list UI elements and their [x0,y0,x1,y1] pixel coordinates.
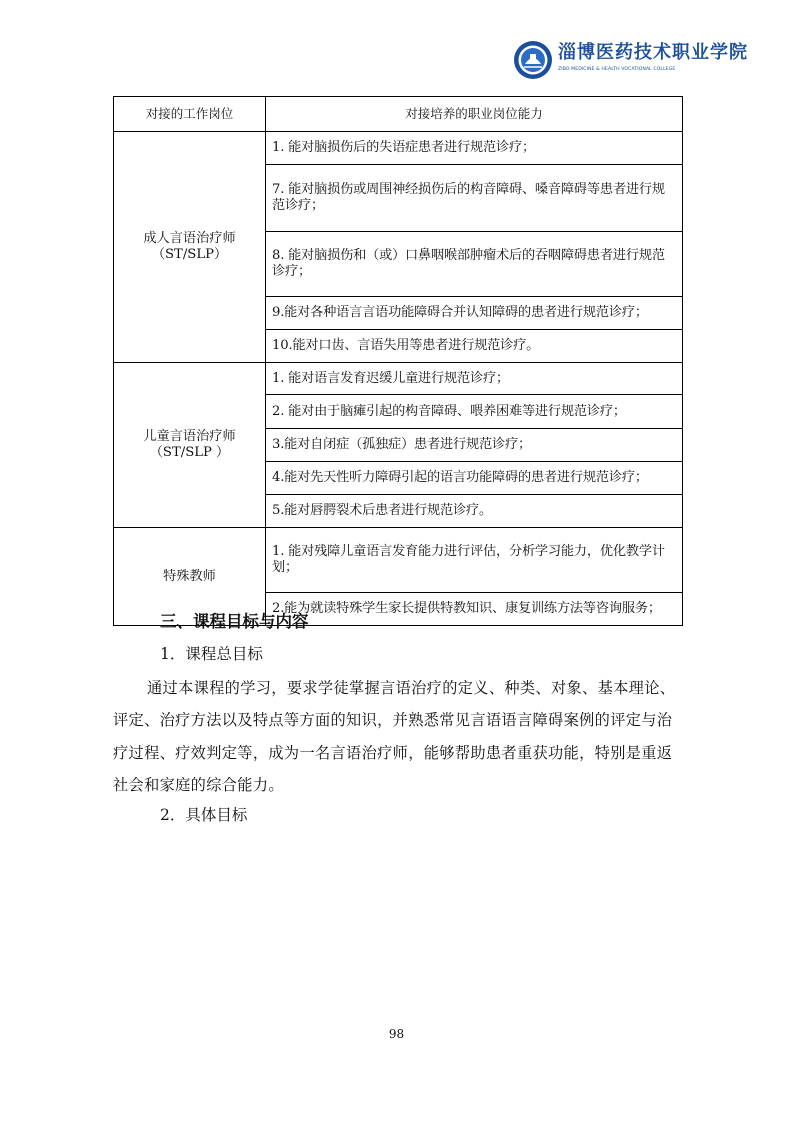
position-ability-table [113,96,683,626]
ability-cell: 7. 能对脑损伤或周围神经损伤后的构音障碍、嗓音障碍等患者进行规范诊疗； [266,165,683,232]
ability-cell: 10.能对口齿、言语失用等患者进行规范诊疗。 [266,330,683,363]
ability-cell: 4.能对先天性听力障碍引起的语言功能障碍的患者进行规范诊疗； [266,462,683,495]
ability-cell: 9.能对各种语言言语功能障碍合并认知障碍的患者进行规范诊疗； [266,297,683,330]
college-logo [513,40,748,80]
subsection-specific-goal: 2．具体目标 [160,806,248,824]
ability-cell: 3.能对自闭症（孤独症）患者进行规范诊疗； [266,429,683,462]
subsection-overall-goal: 1．课程总目标 [160,645,263,663]
ability-cell: 1. 能对残障儿童语言发育能力进行评估，分析学习能力，优化教学计划； [266,528,683,593]
table-row [114,132,683,165]
ability-cell: 1. 能对语言发育迟缓儿童进行规范诊疗； [266,363,683,395]
table-row [114,528,683,593]
role-name: 成人言语治疗师 [143,231,236,246]
college-name-cn: 淄博医药技术职业学院 [558,42,748,63]
role-cell [114,363,266,528]
role-name: 特殊教师 [163,568,216,584]
header-ability: 对接培养的职业岗位能力 [266,97,683,132]
ability-cell: 2.能为就读特殊学生家长提供特教知识、康复训练方法等咨询服务； [266,593,683,626]
page-number: 98 [388,1027,405,1041]
header-position: 对接的工作岗位 [114,97,266,132]
role-code: （ST/SLP） [151,247,228,262]
table-header-row [114,97,683,132]
college-name-en: ZIBO MEDICINE & HEALTH VOCATIONAL COLLEGE [558,67,676,72]
role-code: （ST/SLP ） [149,445,230,460]
college-emblem-icon [513,40,553,80]
role-cell [114,132,266,363]
ability-cell: 2. 能对由于脑瘫引起的构音障碍、喂养困难等进行规范诊疗； [266,395,683,429]
section-heading: 三、课程目标与内容 [160,612,309,631]
ability-cell: 8. 能对脑损伤和（或）口鼻咽喉部肿瘤术后的吞咽障碍患者进行规范诊疗； [266,232,683,297]
ability-cell: 5.能对唇腭裂术后患者进行规范诊疗。 [266,495,683,528]
role-name: 儿童言语治疗师 [143,429,236,444]
table-row [114,363,683,395]
ability-cell: 1. 能对脑损伤后的失语症患者进行规范诊疗； [266,132,683,165]
goal-paragraph: 通过本课程的学习，要求学徒掌握言语治疗的定义、种类、对象、基本理论、评定、治疗方法以及特点等方面的知识，并熟悉常见言语语言障碍案例的评定与治疗过程、疗效判定等，成为一名言语治疗师，能够帮助患者重获功能，特别是重返社会和家庭的综合能力。 [113,679,676,795]
